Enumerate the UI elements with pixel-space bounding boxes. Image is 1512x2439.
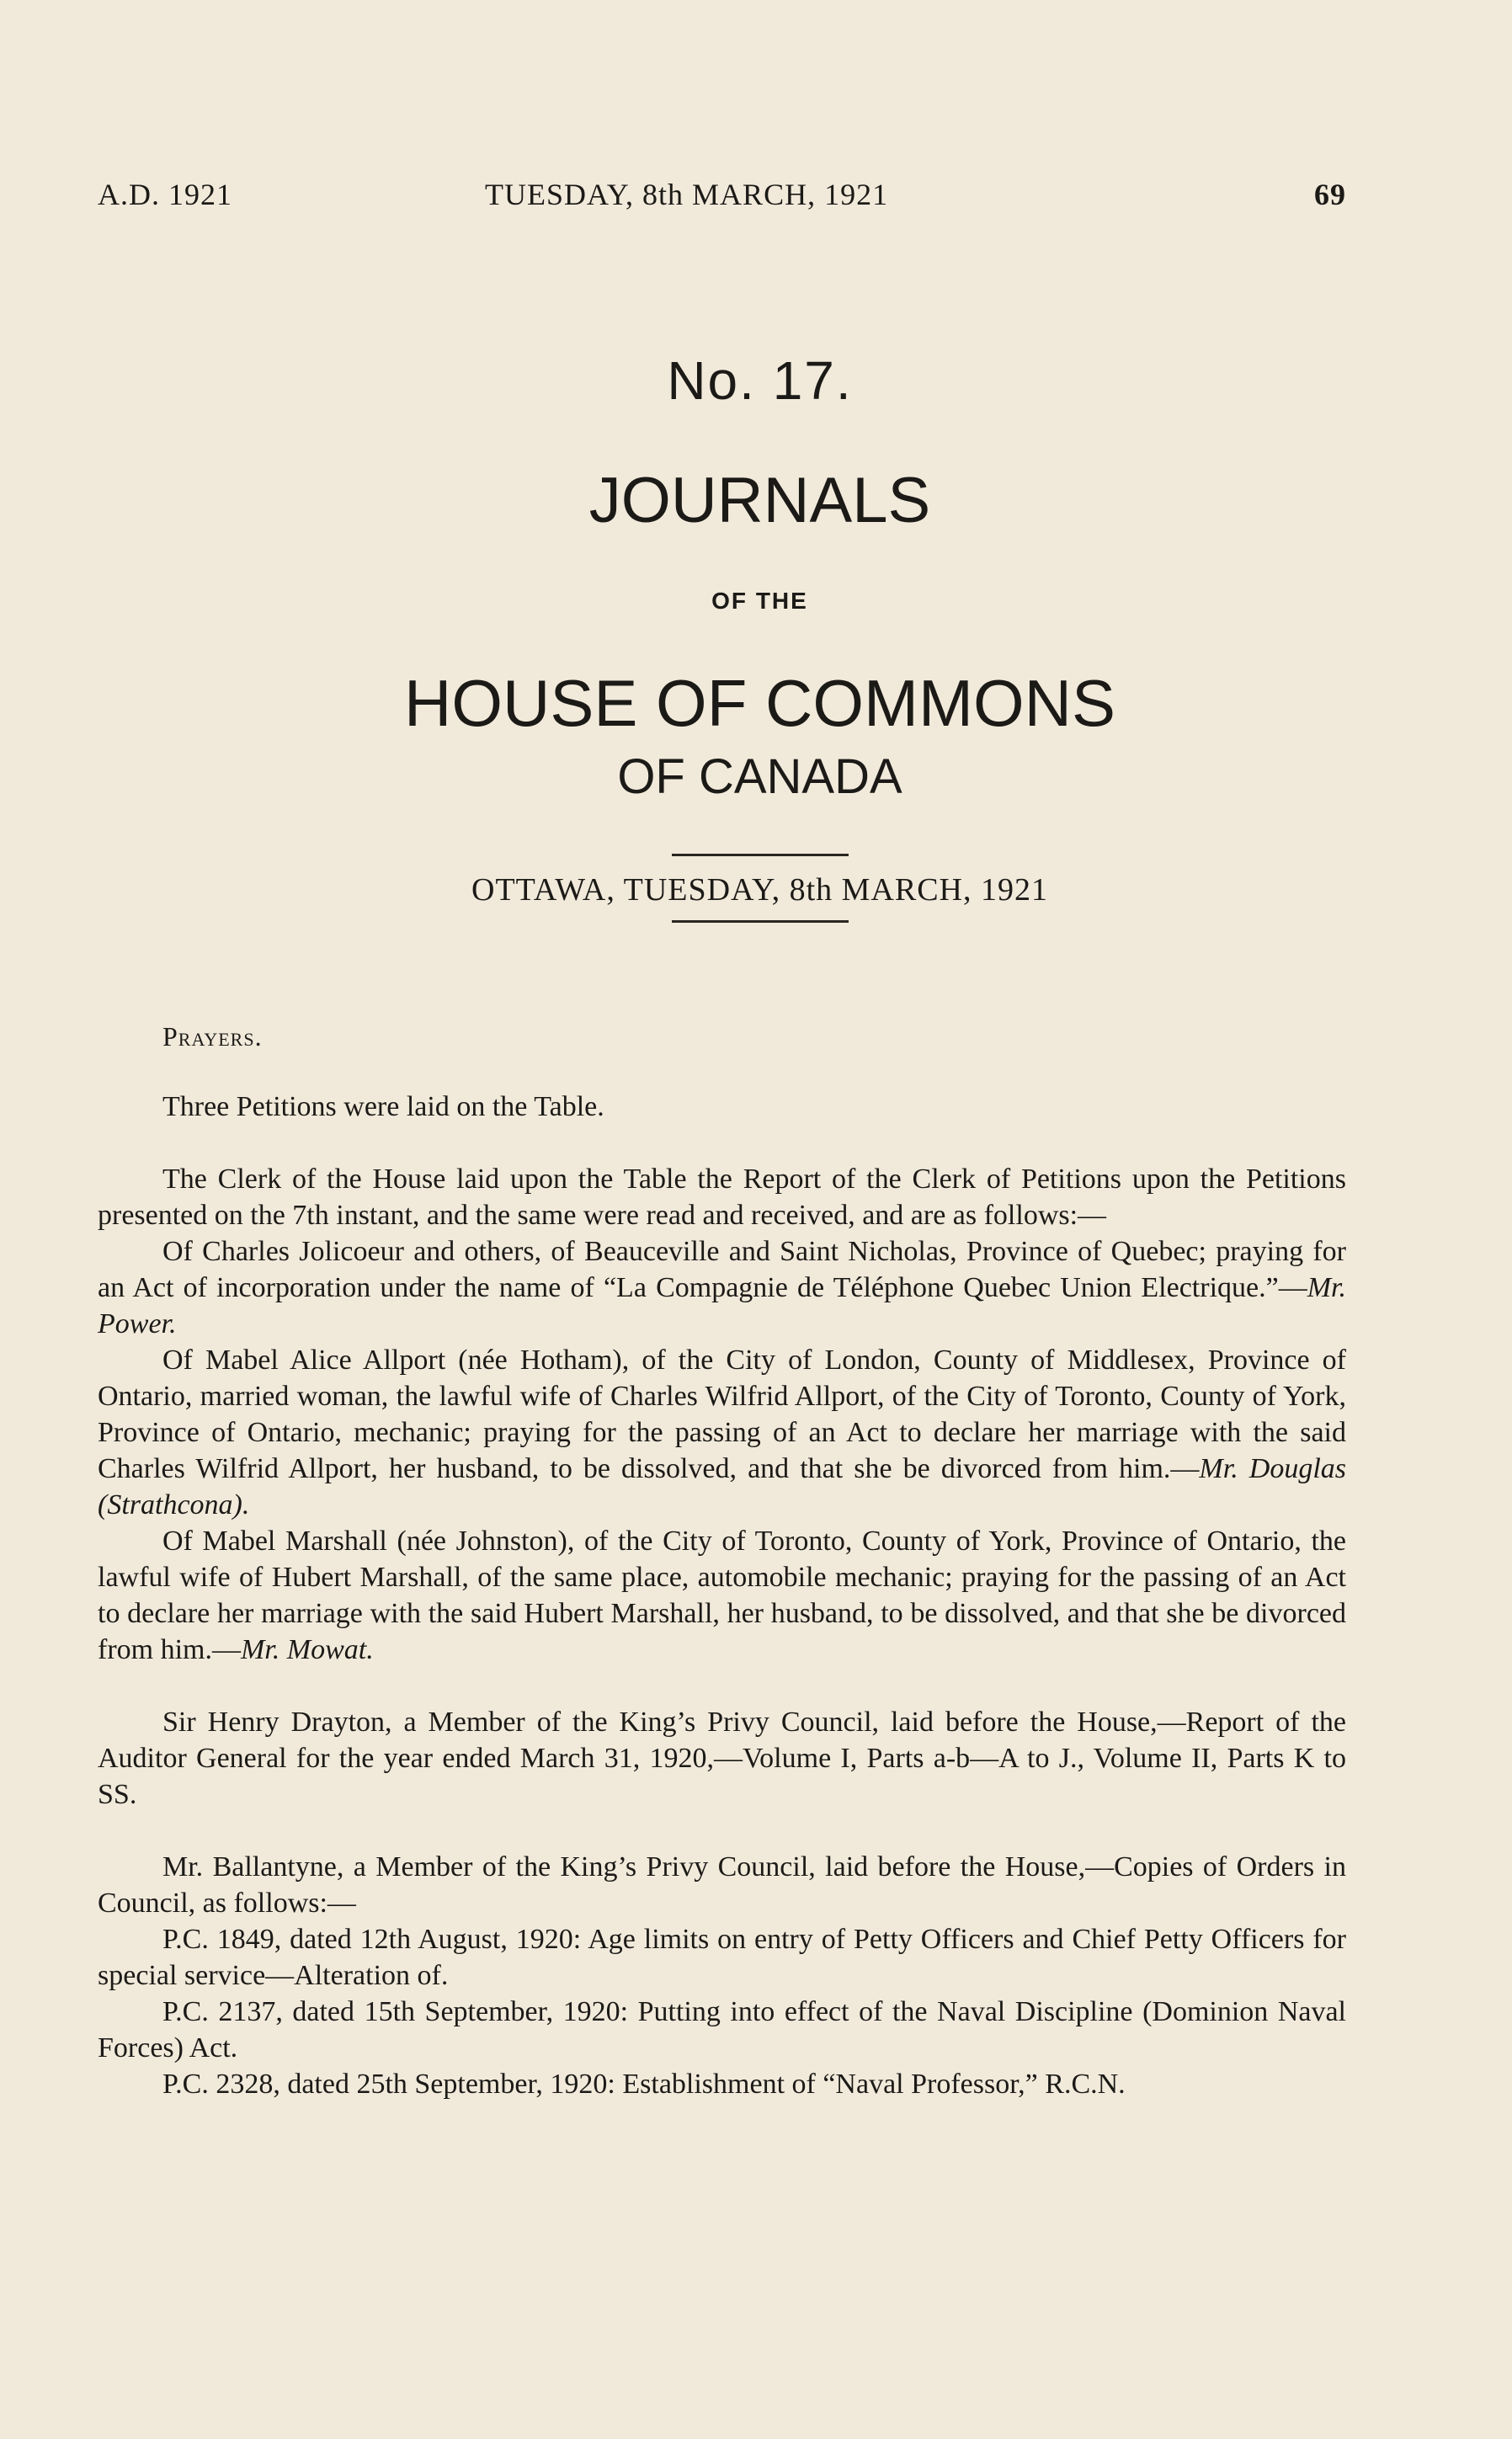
petition-text: Of Mabel Alice Allport (née Hotham), of the City of London, County of Middlesex, Province of Ontario, married woman, the lawful wife of Charles Wilfrid Allport, of the City of Toronto, County of York, Province of Ontario, mechanic; praying for the passing of an Act to declare her marriage with the said Charles Wilfrid Allport, her husband, to be dissolved, and that she be divorced from him.— xyxy=(98,1345,1346,1484)
of-the-line: OF THE xyxy=(711,588,808,614)
petition-text: Of Charles Jolicoeur and others, of Beauceville and Saint Nicholas, Province of Quebec; praying for an Act of incorporation under the name of “La Compagnie de Téléphone Quebec Union Electrique.”— xyxy=(98,1236,1346,1303)
top-rule xyxy=(672,854,849,856)
issue-number: No. 17. xyxy=(667,350,853,411)
running-head-year: A.D. 1921 xyxy=(98,178,232,211)
bottom-rule xyxy=(672,920,849,923)
house-title: HOUSE OF COMMONS xyxy=(403,666,1115,740)
petition-text: Of Mabel Marshall (née Johnston), of the City of Toronto, County of York, Province of Ontario, the lawful wife of Hubert Marshall, of the same place, automobile mechanic; praying for the passing of an Act to declare her marriage with the said Hubert Marshall, her husband, to be dissolved, and that she be divorced from him.— xyxy=(98,1526,1346,1665)
journal-title: JOURNALS xyxy=(588,465,931,536)
petition-marshall xyxy=(98,1523,1346,1668)
masthead xyxy=(98,349,1346,923)
petition-member: Mr. Douglas (Strathcona). xyxy=(98,1453,1346,1520)
page-number: 69 xyxy=(1314,178,1346,211)
running-head xyxy=(98,177,1346,219)
ballantyne-paragraph: Mr. Ballantyne, a Member of the King’s Privy Council, laid before the House,—Copies of Orders in Council, as follows:— xyxy=(98,1851,1346,1919)
order-in-council-2137: P.C. 2137, dated 15th September, 1920: Putting into effect of the Naval Discipline (Dominion Naval Forces) Act. xyxy=(98,1996,1346,2064)
running-head-date: TUESDAY, 8th MARCH, 1921 xyxy=(485,178,889,211)
clerk-report-paragraph: The Clerk of the House laid upon the Table the Report of the Clerk of Petitions upon the Petitions presented on the 7th instant, and the same were read and received, and are as follows:— xyxy=(98,1164,1346,1231)
petition-jolicoeur xyxy=(98,1233,1346,1342)
drayton-paragraph: Sir Henry Drayton, a Member of the King’s Privy Council, laid before the House,—Report of the Auditor General for the year ended March 31, 1920,—Volume I, Parts a-b—A to J., Volume II, Parts K to SS. xyxy=(98,1707,1346,1810)
petitions-laid-paragraph: Three Petitions were laid on the Table. xyxy=(162,1091,604,1122)
petition-allport xyxy=(98,1342,1346,1523)
petition-member: Mr. Power. xyxy=(98,1272,1346,1339)
petition-member: Mr. Mowat. xyxy=(240,1634,374,1665)
journal-body xyxy=(98,1019,1346,2102)
order-in-council-1849: P.C. 1849, dated 12th August, 1920: Age limits on entry of Petty Officers and Chief Petty Officers for special service—Alteration of. xyxy=(98,1924,1346,1991)
order-in-council-2328: P.C. 2328, dated 25th September, 1920: Establishment of “Naval Professor,” R.C.N. xyxy=(162,2069,1126,2100)
of-canada-line: OF CANADA xyxy=(617,749,902,804)
prayers-heading: Prayers. xyxy=(162,1021,263,1052)
dateline: OTTAWA, TUESDAY, 8th MARCH, 1921 xyxy=(471,872,1048,908)
